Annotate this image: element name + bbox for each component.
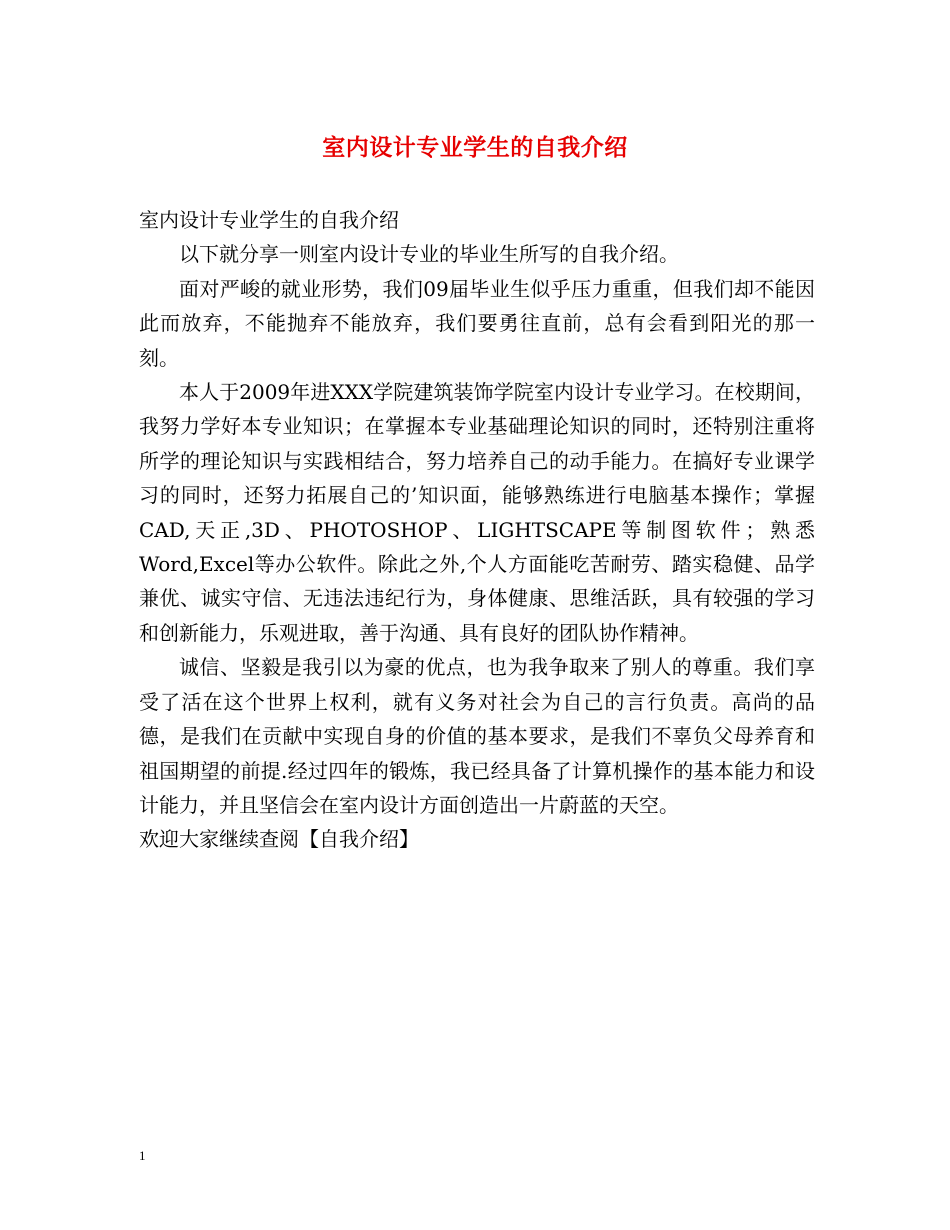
document-subtitle: 室内设计专业学生的自我介绍 [139,208,399,232]
paragraph-intro: 以下就分享一则室内设计专业的毕业生所写的自我介绍。 [179,242,679,267]
paragraph-education: 本人于2009年进XXX学院建筑装饰学院室内设计专业学习。在校期间，我努力学好本专业知识；在掌握本专业基础理论知识的同时，还特别注重将所学的理论知识与实践相结合，努力培养自己的动手能力。在搞好专业课学习的同时，还努力拓展自己的’知识面，能够熟练进行电脑基本操作；掌握CAD,天正,3D、PHOTOSHOP、LIGHTSCAPE等制图软件；熟悉Word,Excel等办公软件。除此之外,个人方面能吃苦耐劳、踏实稳健、品学兼优、诚实守信、无违法违纪行为，身体健康、思维活跃，具有较强的学习和创新能力，乐观进取，善于沟通、具有良好的团队协作精神。 [139,380,815,645]
document-title: 室内设计专业学生的自我介绍 [322,135,628,161]
page-number: 1 [139,1148,146,1163]
document-body [139,203,815,857]
closing-line: 欢迎大家继续查阅【自我介绍】 [139,827,419,852]
paragraph-character: 诚信、坚毅是我引以为豪的优点，也为我争取来了别人的尊重。我们享受了活在这个世界上权利，就有义务对社会为自己的言行负责。高尚的品德，是我们在贡献中实现自身的价值的基本要求，是我们不辜负父母养育和祖国期望的前提.经过四年的锻炼，我已经具备了计算机操作的基本能力和设计能力，并且坚信会在室内设计方面创造出一片蔚蓝的天空。 [139,655,815,817]
paragraph-job-situation: 面对严峻的就业形势，我们09届毕业生似乎压力重重，但我们却不能因此而放弃，不能抛弃不能放弃，我们要勇往直前，总有会看到阳光的那一刻。 [139,276,815,370]
